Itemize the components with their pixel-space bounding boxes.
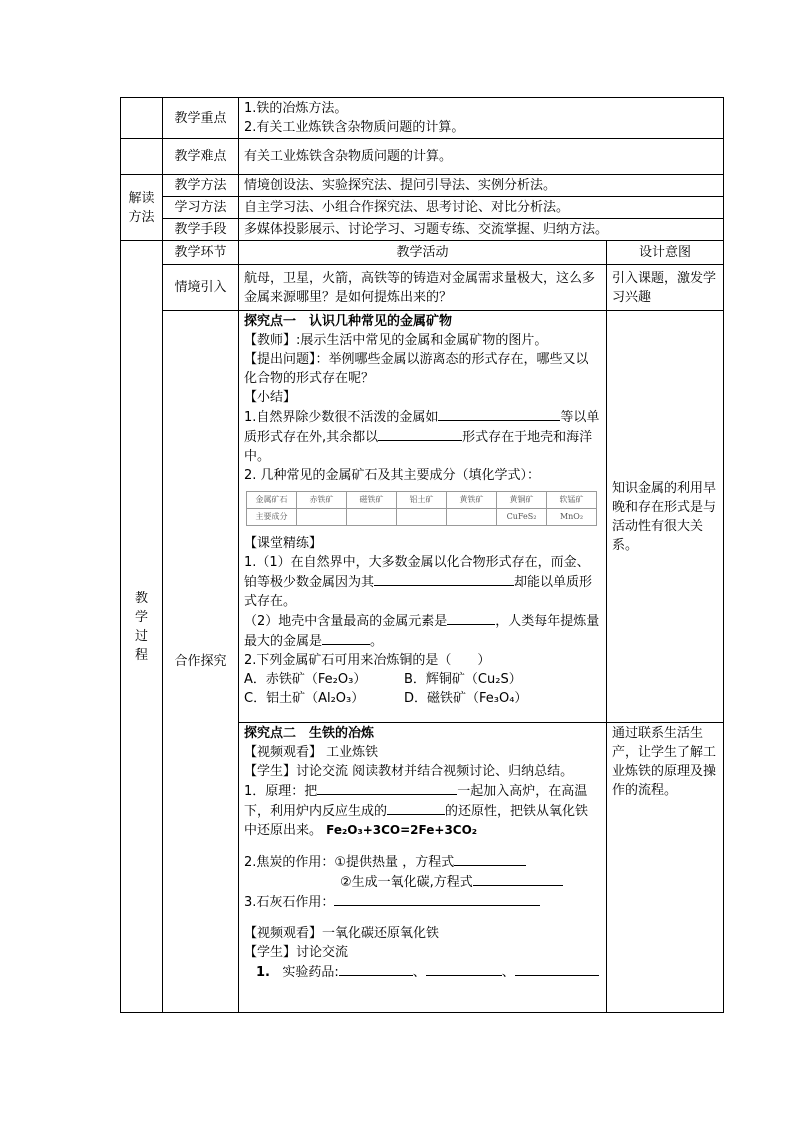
p1-question-2: 2.下列金属矿石可用来冶炼铜的是（ ） [244,653,491,668]
learn-method-label: 学习方法 [163,197,239,219]
header-intent: 设计意图 [607,241,724,265]
p1-question: 【提出问题】：举例哪些金属以游离态的形式存在，哪些又以化合物的形式存在呢？ [244,352,589,386]
p1-question-1b: （2）地壳中含量最高的金属元素是 ，人类每年提炼量最大的金属是 。 [244,611,601,651]
p1-summary-item-2: 2. 几种常见的金属矿石及其主要成分（填化学式）： [244,468,541,483]
p2-student-2: 【学生】讨论交流 [244,945,349,960]
focus-line-1: 1.铁的冶炼方法。 [244,101,348,116]
ore-cufes2: CuFeS₂ [497,509,547,526]
p2-limestone: 3.石灰石作用： [244,892,601,912]
p2-video-2: 【视频观看】一氧化碳还原氧化铁 [244,926,440,941]
p2-video-1: 【视频观看】 工业炼铁 [244,745,379,760]
p2-title: 探究点二 生铁的冶炼 [244,726,375,741]
p1-practice: 【课堂精练】 [244,536,323,551]
p2-principle: 1．原理：把 一起加入高炉，在高温下，利用炉内反应生成的 的还原性，把铁从氧化铁中还原出来。 Fe₂O₃+3CO=2Fe+3CO₂ [244,781,601,840]
p2-coke-2: ②生成一氧化碳,方程式 [244,872,601,892]
teach-means-content: 多媒体投影展示、讨论学习、习题专练、交流掌握、归纳方法。 [239,219,724,241]
focus-content [239,98,724,139]
p2-student-1: 【学生】讨论交流 阅读教材并结合视频讨论、归纳总结。 [244,764,574,779]
process-label: 教学过程 [121,241,163,1013]
p2-coke-1: 2.焦炭的作用：①提供热量 ，方程式 [244,852,601,872]
ore-header-3: 铝土矿 [397,492,447,509]
ore-header-4: 黄铁矿 [447,492,497,509]
intro-content: 航母，卫星，火箭，高铁等的铸造对金属需求量极大，这么多金属来源哪里？是如何提炼出来的？ [239,265,607,311]
focus-label: 教学重点 [163,98,239,139]
ore-row-label: 主要成分 [247,509,297,526]
p1-question-1: 1.（1）在自然界中，大多数金属以化合物形式存在，而金、铂等极少数金属因为其 却能以单质形式存在。 [244,555,593,609]
intro-intent: 引入课题，激发学习兴趣 [607,265,724,311]
learn-method-content: 自主学习法、小组合作探究法、思考讨论、对比分析法。 [239,197,724,219]
lesson-plan-table [120,97,724,1013]
p2-equation: Fe₂O₃+3CO=2Fe+3CO₂ [326,823,478,837]
p2-intent: 通过联系生活生产，让学生了解工业炼铁的原理及操作的流程。 [607,723,724,1013]
p1-summary-item-1: 1.自然界除少数很不活泼的金属如 等以单质形式存在外,其余都以 形式存在于地壳和海洋中。 [244,407,601,466]
p1-options-ab: A．赤铁矿（Fe₂O₃） B．辉铜矿（Cu₂S） [244,672,522,687]
header-activity: 教学活动 [239,241,607,265]
ore-header-6: 软锰矿 [547,492,597,509]
p1-options-cd: C．铝土矿（Al₂O₃） D．磁铁矿（Fe₃O₄） [244,691,528,706]
coop-label: 合作探究 [163,311,239,1013]
ore-table [246,491,597,526]
teach-method-label: 教学方法 [163,175,239,197]
ore-header-2: 磁铁矿 [347,492,397,509]
p1-intent: 知识金属的利用早晚和存在形式是与活动性有很大关系。 [607,311,724,723]
difficulty-label: 教学难点 [163,139,239,175]
p1-teacher: 【教师】:展示生活中常见的金属和金属矿物的图片。 [244,333,548,348]
p1-summary: 【小结】 [244,390,297,405]
difficulty-content: 有关工业炼铁含杂物质问题的计算。 [239,139,724,175]
header-stage: 教学环节 [163,241,239,265]
focus-line-2: 2.有关工业炼铁含杂物质问题的计算。 [244,120,465,135]
ore-header-1: 赤铁矿 [297,492,347,509]
ore-header-0: 金属矿石 [247,492,297,509]
teach-means-label: 教学手段 [163,219,239,241]
p1-title: 探究点一 认识几种常见的金属矿物 [244,314,453,329]
teach-method-content: 情境创设法、实验探究法、提问引导法、实例分析法。 [239,175,724,197]
ore-mno2: MnO₂ [547,509,597,526]
exploration-point-2 [239,723,607,1013]
intro-label: 情境引入 [163,265,239,311]
exploration-point-1 [239,311,607,723]
interpret-method-label: 解读方法 [121,175,163,241]
p2-drugs: 1. 实验药品: 、 、 [244,962,601,982]
ore-header-5: 黄铜矿 [497,492,547,509]
